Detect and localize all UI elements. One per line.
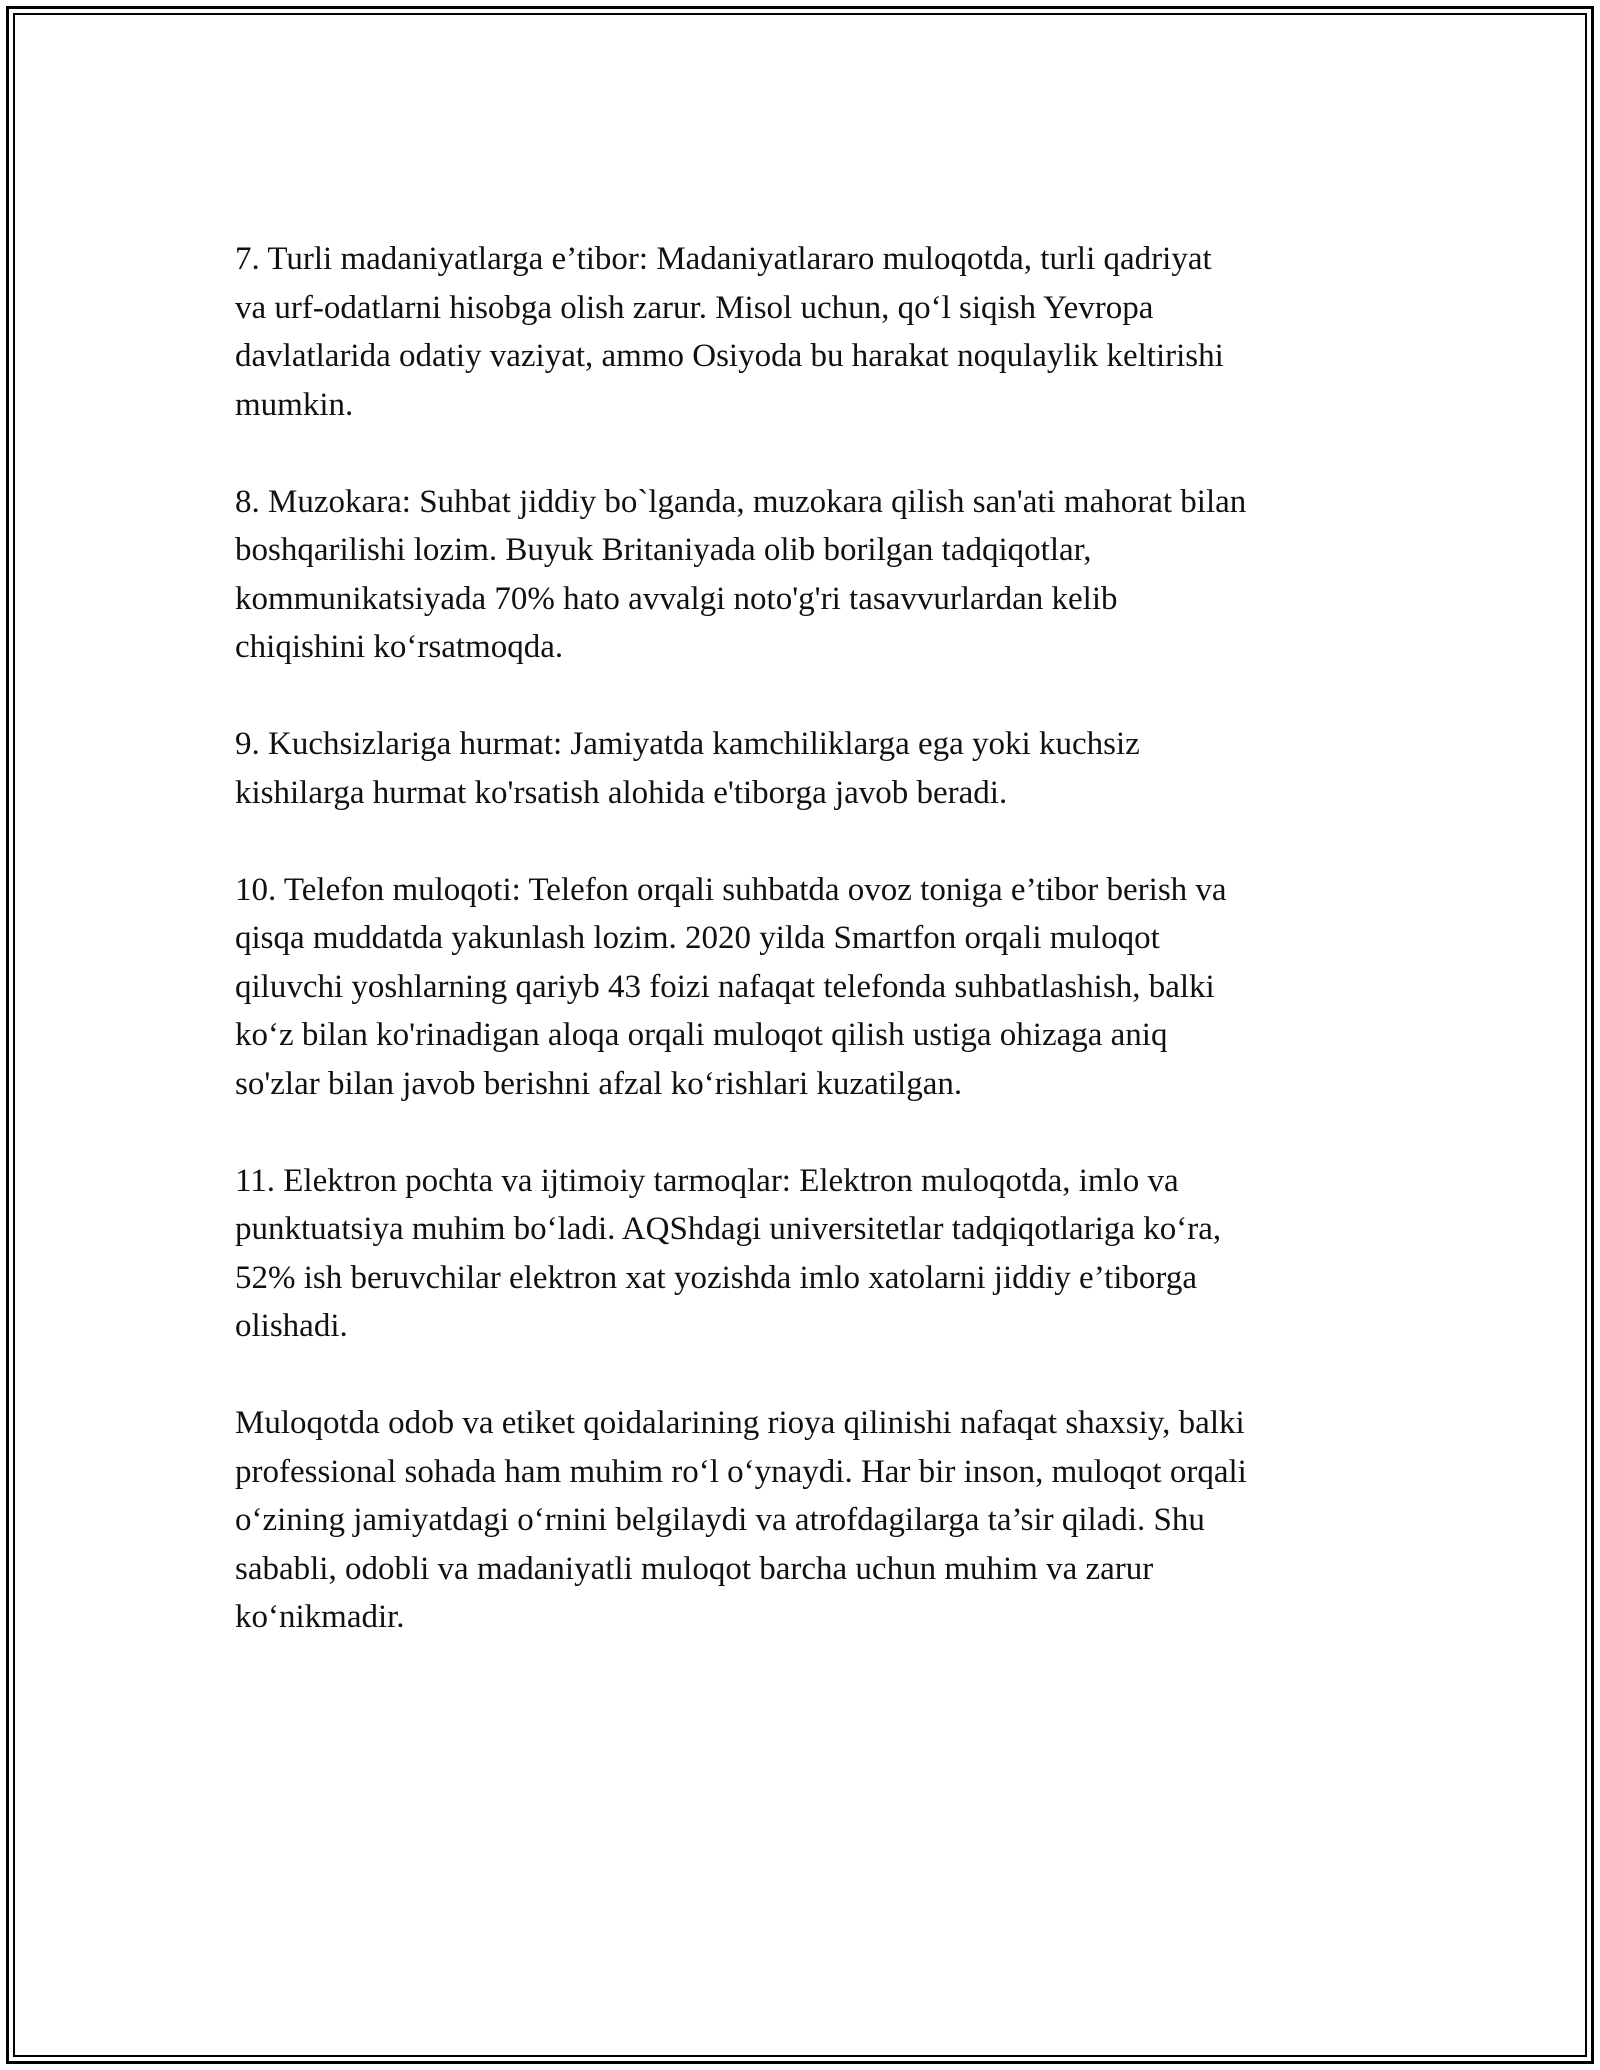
document-body: [235, 235, 1375, 1690]
paragraph-negotiation: 8. Muzokara: Suhbat jiddiy bo`lganda, muzokara qilish san'ati mahorat bilan boshqarilishi lozim. Buyuk Britaniyada olib borilgan tadqiqotlar, kommunikatsiyada 70% hato avvalgi noto'g'ri tasavvurlardan kelib chiqishini ko‘rsatmoqda.: [235, 483, 1247, 665]
paragraph-phone-communication: 10. Telefon muloqoti: Telefon orqali suhbatda ovoz toniga e’tibor berish va qisqa muddatda yakunlash lozim. 2020 yilda Smartfon orqali muloqot qiluvchi yoshlarning qariyb 43 foizi nafaqat telefonda suhbatlashish, balki ko‘z bilan ko'rinadigan aloqa orqali muloqot qilish ustiga ohizaga aniq so'zlar bilan javob berishni afzal ko‘rishlari kuzatilgan.: [235, 871, 1227, 1102]
paragraph-respect-vulnerable: 9. Kuchsizlariga hurmat: Jamiyatda kamchiliklarga ega yoki kuchsiz kishilarga hurmat ko'rsatish alohida e'tiborga javob beradi.: [235, 726, 1140, 811]
paragraph-conclusion: Muloqotda odob va etiket qoidalarining rioya qilinishi nafaqat shaxsiy, balki professional sohada ham muhim ro‘l o‘ynaydi. Har bir inson, muloqot orqali o‘zining jamiyatdagi o‘rnini belgilaydi va atrofdagilarga ta’sir qiladi. Shu sababli, odobli va madaniyatli muloqot barcha uchun muhim va zarur ko‘nikmadir.: [235, 1405, 1247, 1635]
paragraph-cultural-attention: 7. Turli madaniyatlarga e’tibor: Madaniyatlararo muloqotda, turli qadriyat va urf-odatlarni hisobga olish zarur. Misol uchun, qo‘l siqish Yevropa davlatlarida odatiy vaziyat, ammo Osiyoda bu harakat noqulaylik keltirishi mumkin.: [235, 241, 1224, 423]
paragraph-email-social-networks: 11. Elektron pochta va ijtimoiy tarmoqlar: Elektron muloqotda, imlo va punktuatsiya muhim bo‘ladi. AQShdagi universitetlar tadqiqotlariga ko‘ra, 52% ish beruvchilar elektron xat yozishda imlo xatolarni jiddiy e’tiborga olishadi.: [235, 1162, 1222, 1344]
